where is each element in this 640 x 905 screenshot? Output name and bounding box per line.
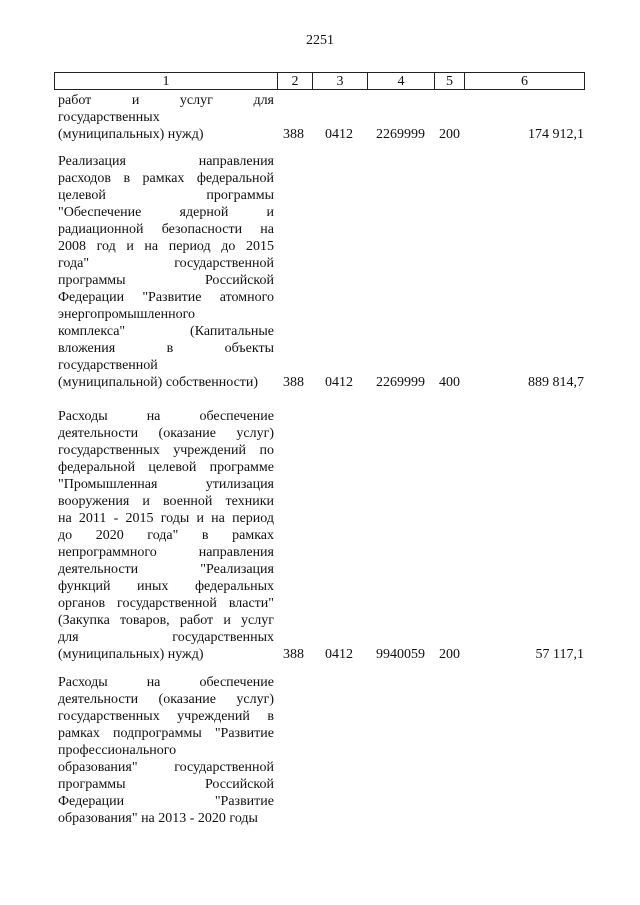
description-line: "Промышленная утилизация — [58, 477, 274, 492]
description-line: образования" государственной — [58, 760, 274, 775]
description-line: Реализация направления — [58, 154, 274, 169]
description-line: целевой программы — [58, 188, 274, 203]
row-col4: 2269999 — [376, 375, 425, 390]
row-col6: 889 814,7 — [528, 375, 584, 390]
description-line: (муниципальных) нужд) — [58, 647, 204, 662]
table-header — [54, 72, 585, 90]
description-line: работ и услуг для — [58, 93, 274, 108]
row-col3: 0412 — [325, 647, 353, 662]
row-col5: 200 — [439, 127, 460, 142]
description-line: (муниципальных) нужд) — [58, 127, 204, 142]
row-col6: 174 912,1 — [528, 127, 584, 142]
description-line: рамках подпрограммы "Развитие — [58, 726, 274, 741]
row-description — [58, 408, 274, 663]
row-col3: 0412 — [325, 375, 353, 390]
description-line: государственных учреждений в — [58, 709, 274, 724]
description-line: 2008 год и на период до 2015 — [58, 239, 274, 254]
description-line: года" государственной — [58, 256, 274, 271]
description-line: деятельности (оказание услуг) — [58, 692, 274, 707]
description-line: вооружения и военной техники — [58, 494, 274, 509]
description-line: вложения в объекты — [58, 341, 274, 356]
description-line: органов государственной власти" — [58, 596, 274, 611]
description-line: радиационной безопасности на — [58, 222, 274, 237]
description-line: на 2011 - 2015 годы и на период — [58, 511, 274, 526]
header-col-4: 4 — [367, 73, 434, 90]
description-line: (Закупка товаров, работ и услуг — [58, 613, 274, 628]
header-col-5: 5 — [434, 73, 464, 90]
description-line: федеральной целевой программе — [58, 460, 274, 475]
description-line: Федерации "Развитие — [58, 794, 274, 809]
row-col5: 200 — [439, 647, 460, 662]
header-col-6: 6 — [464, 73, 584, 90]
description-line: до 2020 года" в рамках — [58, 528, 274, 543]
row-col5: 400 — [439, 375, 460, 390]
description-line: программы Российской — [58, 777, 274, 792]
description-line: комплекса" (Капитальные — [58, 324, 274, 339]
description-line: для государственных — [58, 630, 274, 645]
row-description — [58, 674, 274, 827]
row-col4: 2269999 — [376, 127, 425, 142]
description-line: непрограммного направления — [58, 545, 274, 560]
row-col2: 388 — [283, 127, 304, 142]
header-col-3: 3 — [312, 73, 367, 90]
row-col3: 0412 — [325, 127, 353, 142]
header-bottom-border — [55, 89, 584, 90]
description-line: расходов в рамках федеральной — [58, 171, 274, 186]
row-col2: 388 — [283, 647, 304, 662]
header-col-2: 2 — [277, 73, 312, 90]
description-line: деятельности "Реализация — [58, 562, 274, 577]
description-line: (муниципальной) собственности) — [58, 375, 259, 390]
description-line: образования" на 2013 - 2020 годы — [58, 811, 258, 826]
description-line: государственных учреждений по — [58, 443, 274, 458]
description-line: Федерации "Развитие атомного — [58, 290, 274, 305]
header-col-1: 1 — [162, 74, 170, 89]
description-line: Расходы на обеспечение — [58, 409, 274, 424]
description-line: деятельности (оказание услуг) — [58, 426, 274, 441]
row-description — [58, 153, 274, 391]
description-line: энергопромышленного — [58, 307, 195, 322]
description-line: государственных — [58, 110, 160, 125]
row-col2: 388 — [283, 375, 304, 390]
row-col4: 9940059 — [376, 647, 425, 662]
description-line: "Обеспечение ядерной и — [58, 205, 274, 220]
description-line: государственной — [58, 358, 158, 373]
description-line: профессионального — [58, 743, 177, 758]
page-number: 2251 — [306, 33, 334, 48]
description-line: функций иных федеральных — [58, 579, 274, 594]
row-description — [58, 92, 274, 143]
row-col6: 57 117,1 — [535, 647, 584, 662]
description-line: программы Российской — [58, 273, 274, 288]
description-line: Расходы на обеспечение — [58, 675, 274, 690]
